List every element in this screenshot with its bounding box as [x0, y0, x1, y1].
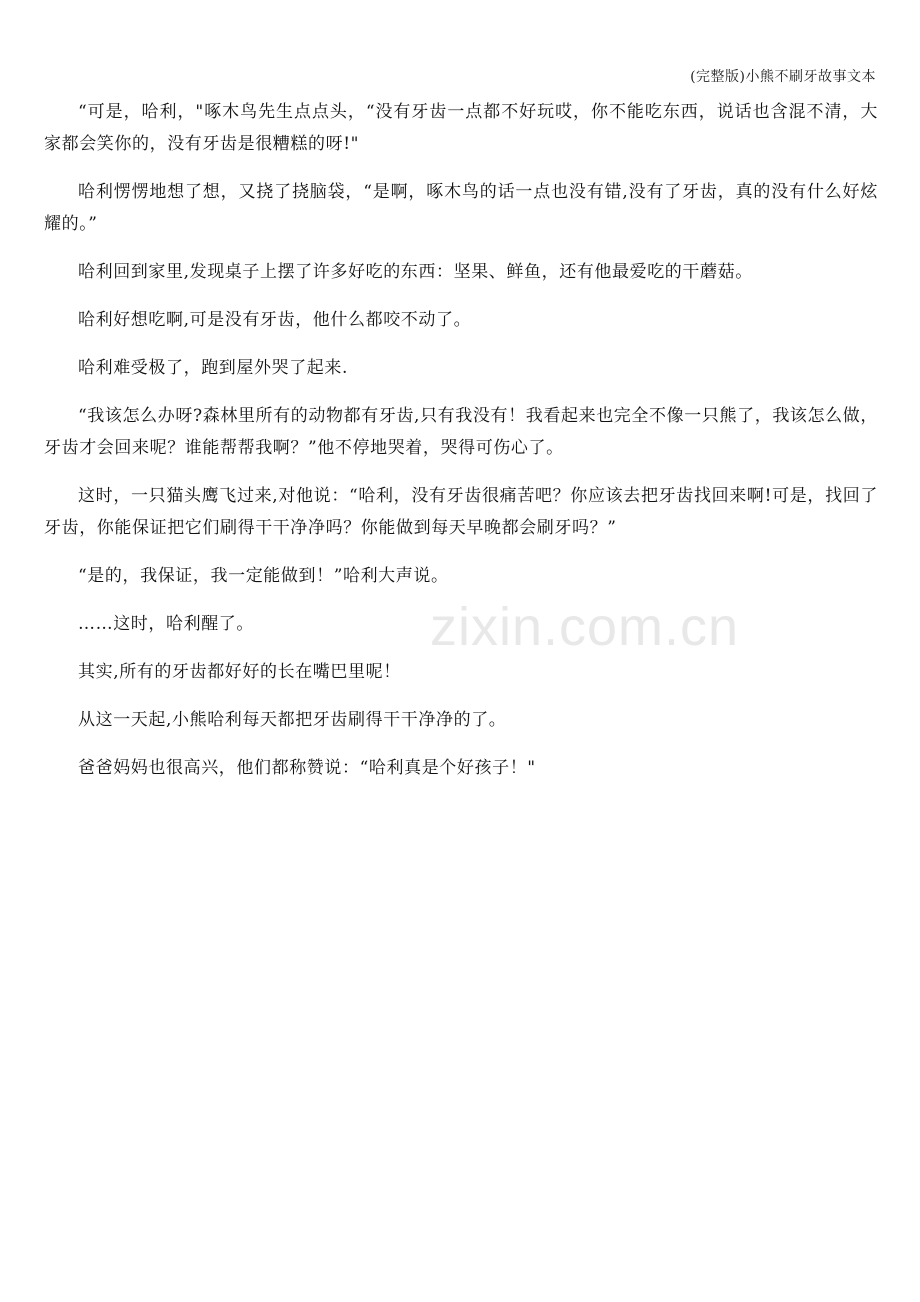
story-paragraph: 其实,所有的牙齿都好好的长在嘴巴里呢！: [78, 662, 401, 682]
story-paragraph: 从这一天起,小熊哈利每天都把牙齿刷得干干净净的了。: [78, 710, 507, 730]
story-paragraph: 这时，一只猫头鹰飞过来,对他说：“哈利，没有牙齿很痛苦吧？你应该去把牙齿找回来啊!可是，找回了牙齿，你能保证把它们刷得干干净净吗？你能做到每天早晚都会刷牙吗？”: [44, 486, 878, 538]
story-paragraph: 哈利回到家里,发现桌子上摆了许多好吃的东西：坚果、鲜鱼，还有他最爱吃的干蘑菇。: [78, 262, 753, 282]
story-paragraph: 哈利愣愣地想了想，又挠了挠脑袋，“是啊，啄木鸟的话一点也没有错,没有了牙齿，真的没有什么好炫耀的。”: [44, 182, 878, 234]
story-paragraph: “我该怎么办呀?森林里所有的动物都有牙齿,只有我没有！我看起来也完全不像一只熊了，我该怎么做，牙齿才会回来呢？谁能帮帮我啊？”他不停地哭着，哭得可伤心了。: [44, 406, 878, 458]
watermark: zixin.com.cn: [430, 597, 740, 657]
story-paragraph: ……这时，哈利醒了。: [78, 614, 254, 634]
story-paragraph: 爸爸妈妈也很高兴，他们都称赞说：“哈利真是个好孩子！": [78, 758, 536, 778]
story-paragraph: “可是，哈利，"啄木鸟先生点点头，“没有牙齿一点都不好玩哎，你不能吃东西，说话也含混不清，大家都会笑你的，没有牙齿是很糟糕的呀!": [44, 102, 878, 154]
story-paragraph: 哈利难受极了，跑到屋外哭了起来.: [78, 358, 349, 378]
document-header-title: (完整版)小熊不刷牙故事文本: [690, 69, 876, 85]
story-body: [44, 96, 878, 800]
story-paragraph: 哈利好想吃啊,可是没有牙齿，他什么都咬不动了。: [78, 310, 472, 330]
story-paragraph: “是的，我保证，我一定能做到！”哈利大声说。: [78, 566, 449, 586]
